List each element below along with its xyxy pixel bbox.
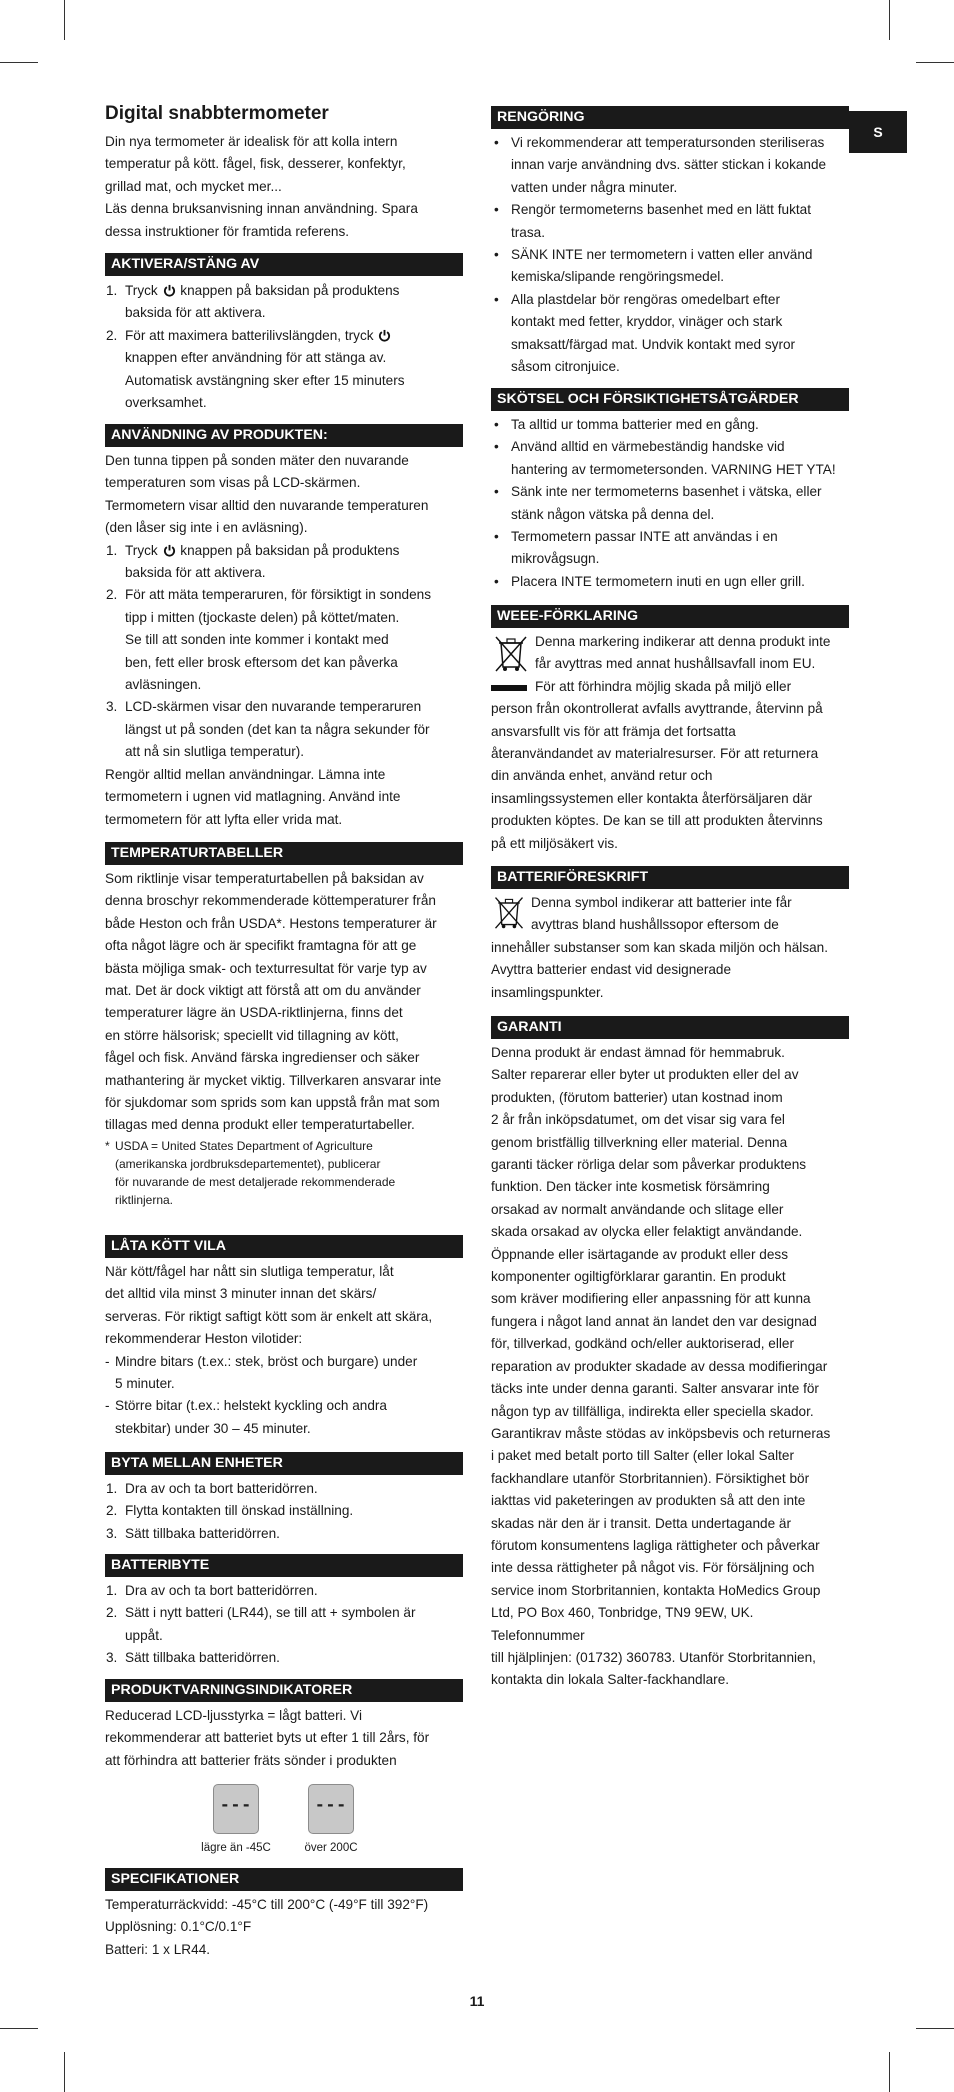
bullet: • <box>494 202 499 218</box>
list-text: knappen på baksidan på produktens <box>180 283 400 298</box>
lcd-display-low: --- <box>213 1784 259 1834</box>
body-line: återanvändandet av materialresurser. För att returnera <box>491 746 819 762</box>
list-item <box>105 1647 463 1669</box>
body-line: det alltid vila minst 3 minuter innan det skärs/ <box>105 1286 377 1302</box>
section-specifications <box>105 1868 463 1961</box>
list-text: såsom citronjuice. <box>511 359 620 375</box>
section-heading: SKÖTSEL OCH FÖRSIKTIGHETSÅTGÄRDER <box>491 388 849 411</box>
list-item <box>491 571 849 593</box>
list-text: Sätt tillbaka batteridörren. <box>125 1525 280 1541</box>
language-tab: S <box>849 111 907 153</box>
list-item <box>491 132 849 199</box>
section-heading: TEMPERATURTABELLER <box>105 842 463 865</box>
list-text: overksamhet. <box>125 395 207 411</box>
body-line: orsakad av normalt användande och slitage eller <box>491 1201 784 1217</box>
list-number: 3. <box>106 1525 118 1541</box>
section-battery-rules <box>491 866 849 1004</box>
list-text: Större bitar (t.ex.: helstekt kyckling och andra <box>115 1398 387 1414</box>
power-icon <box>163 544 176 557</box>
body-line: Termometern visar alltid den nuvarande temperaturen <box>105 497 429 513</box>
list-number: 1. <box>106 1481 118 1496</box>
list-text: SÄNK INTE ner termometern i vatten eller använd <box>511 247 813 263</box>
footnote-line: riktlinjerna. <box>115 1192 174 1207</box>
crop-mark <box>889 2052 890 2092</box>
body-line: en större hälsorisk; speciellt vid tillagning av kött, <box>105 1027 399 1043</box>
list-text: Sätt tillbaka batteridörren. <box>125 1650 280 1666</box>
section-heading: ANVÄNDNING AV PRODUKTEN: <box>105 424 463 447</box>
list-number: 1. <box>106 542 118 558</box>
list-text: ben, fett eller brosk eftersom det kan påverka <box>125 654 398 670</box>
body-line: inte dessa rättigheter på något vis. För försäljning och <box>491 1560 815 1576</box>
body-line: Denna produkt är endast ämnad för hemmabruk. <box>491 1045 785 1060</box>
body-line: som kräver modifiering eller anpassning för att kunna <box>491 1291 811 1307</box>
document-title-block <box>105 102 463 126</box>
body-line: att förhindra att batterier fräts sönder i produkten <box>105 1752 397 1768</box>
spec-line: Batteri: 1 x LR44. <box>105 1941 211 1957</box>
list-item <box>105 1351 463 1396</box>
section-heading: GARANTI <box>491 1016 849 1039</box>
list-item <box>105 1523 463 1545</box>
list-item <box>491 436 849 481</box>
body-line: denna broschyr rekommenderade köttemperaturer från <box>105 893 436 909</box>
bullet: • <box>494 484 499 500</box>
section-heading: SPECIFIKATIONER <box>105 1868 463 1891</box>
list-text: kemiska/slipande rengöringsmedel. <box>511 269 725 285</box>
list-text: Termometern passar INTE att användas i en <box>511 529 778 545</box>
body-line: fågel och fisk. Använd färska ingredienser och säker <box>105 1050 420 1066</box>
list-item <box>105 696 463 763</box>
list-text: hantering av termometersonden. VARNING HET YTA! <box>511 461 836 477</box>
section-heading: RENGÖRING <box>491 106 849 129</box>
list-text: Sätt i nytt batteri (LR44), se till att + symbolen är <box>125 1605 416 1621</box>
list-text: stekbitar) under 30 – 45 minuter. <box>115 1420 311 1436</box>
footnote-line: (amerikanska jordbruksdepartementet), publicerar <box>115 1156 381 1171</box>
body-line: termometern i ugnen vid matlagning. Använd inte <box>105 789 401 805</box>
footnote <box>105 1137 463 1209</box>
body-line: Reducerad LCD-ljusstyrka = lågt batteri. Vi <box>105 1708 363 1723</box>
body-line: rekommenderar att batteriet byts ut efter 1 till 2års, för <box>105 1730 430 1746</box>
section-switch-units <box>105 1452 463 1545</box>
list-text: Sänk inte ner termometerns basenhet i vätska, eller <box>511 484 822 500</box>
bullet: • <box>494 573 499 589</box>
body-line: När kött/fågel har nått sin slutliga temperatur, låt <box>105 1264 394 1279</box>
section-weee <box>491 605 849 855</box>
body-line: service inom Storbritannien, kontakta HoMedics Group <box>491 1582 821 1598</box>
list-item <box>105 325 463 415</box>
list-text: baksida för att aktivera. <box>125 305 266 321</box>
list-item <box>491 526 849 571</box>
section-rest-meat <box>105 1235 463 1440</box>
body-line: Avyttra batterier endast vid designerade <box>491 962 732 978</box>
body-line: skada orsakad av olycka eller felaktigt användande. <box>491 1224 803 1240</box>
body-line: mathantering är mycket viktig. Tillverkaren ansvarar inte <box>105 1072 442 1088</box>
intro-line: Din nya termometer är idealisk för att kolla intern <box>105 134 398 149</box>
body-line: både Heston och från USDA*. Hestons temperaturer är <box>105 915 437 931</box>
crop-mark <box>0 2028 38 2029</box>
crop-mark <box>916 2028 954 2029</box>
intro <box>105 131 463 243</box>
list-text: smaksatt/färgad mat. Undvik kontakt med syror <box>511 336 796 352</box>
section-heading: BATTERIBYTE <box>105 1554 463 1577</box>
list-item <box>105 1395 463 1440</box>
section-heading: PRODUKTVARNINGSINDIKATORER <box>105 1679 463 1702</box>
body-line: serveras. För riktigt saftigt kött som är enkelt att skära, <box>105 1308 433 1324</box>
body-line: bästa möjliga smak- och texturresultat för varje typ av <box>105 960 427 976</box>
list-item <box>491 199 849 244</box>
body-line: kontakta din lokala Salter-fackhandlare. <box>491 1672 730 1688</box>
intro-line: temperatur på kött. fågel, fisk, desserer, konfektyr, <box>105 156 406 172</box>
list-number: 3. <box>106 1650 118 1666</box>
body-line: reparation av produkter skadade av dessa modifieringar <box>491 1358 828 1374</box>
body-line: Som riktlinje visar temperaturtabellen på baksidan av <box>105 871 424 886</box>
list-text: Ta alltid ur tomma batterier med en gång. <box>511 417 759 432</box>
body-line: temperaturer lägre än USDA-riktlinjerna, finns det <box>105 1005 403 1021</box>
crop-mark <box>0 62 38 63</box>
power-icon <box>378 329 391 342</box>
power-icon <box>163 284 176 297</box>
footnote-line: för nuvarande de mest detaljerade rekommenderade <box>115 1174 396 1189</box>
list-text: trasa. <box>511 224 545 240</box>
body-line: Rengör alltid mellan användningar. Lämna inte <box>105 766 386 782</box>
section-warranty <box>491 1016 849 1692</box>
list-text: För att maximera batterilivslängden, tryck <box>125 327 374 343</box>
document-title: Digital snabbtermometer <box>105 103 329 124</box>
list-item <box>105 280 463 325</box>
body-line: Öppnande eller isärtagande av produkt eller dess <box>491 1246 788 1262</box>
crop-mark <box>64 0 65 40</box>
body-line: ofta något lägre och är specifikt framtagna för att ge <box>105 938 417 954</box>
list-text: Dra av och ta bort batteridörren. <box>125 1481 318 1496</box>
list-number: 1. <box>106 1583 118 1598</box>
bullet: • <box>494 291 499 307</box>
body-line: garanti täcker rörliga delar som påverkar produktens <box>491 1157 807 1173</box>
list-text: stänk någon vätska på denna del. <box>511 506 715 522</box>
body-line: rekommenderar Heston vilotider: <box>105 1331 303 1347</box>
list-text: Använd alltid en värmebeständig handske vid <box>511 439 785 455</box>
page-number: 11 <box>469 1993 485 2009</box>
spec-line: Upplösning: 0.1°C/0.1°F <box>105 1919 252 1935</box>
section-heading: WEEE-FÖRKLARING <box>491 605 849 628</box>
list-text: knappen på baksidan på produktens <box>180 542 400 558</box>
list-item <box>491 244 849 289</box>
list-item <box>105 1478 463 1500</box>
footnote-mark: * <box>105 1138 110 1153</box>
lcd-display-high: --- <box>308 1784 354 1834</box>
body-line: termometern för att lyfta eller vrida mat. <box>105 811 343 827</box>
lcd-label-high: över 200C <box>304 1842 358 1854</box>
section-battery-change <box>105 1554 463 1670</box>
crossed-bin-icon <box>491 631 531 693</box>
list-text: Placera INTE termometern inuti en ugn eller grill. <box>511 573 805 589</box>
body-line: funktion. Den täcker inte kosmetisk försämring <box>491 1179 770 1195</box>
body-line: komponenter ogiltigförklarar garantin. En produkt <box>491 1269 786 1285</box>
body-line: Ltd, PO Box 460, Tonbridge, TN9 9EW, UK. Telefonnummer <box>491 1605 754 1643</box>
body-line: person från okontrollerat avfalls avyttrande, återvinn på <box>491 701 823 717</box>
body-line: fackhandlare utanför Storbritannien). Försiktighet bör <box>491 1470 810 1486</box>
list-text: Tryck <box>125 283 158 298</box>
list-text: Alla plastdelar bör rengöras omedelbart efter <box>511 291 781 307</box>
bullet: • <box>494 247 499 263</box>
list-text: För att mäta temperaruren, för försiktigt in sondens <box>125 587 431 603</box>
body-line: fungera i något land annat än landet den var designad <box>491 1313 817 1329</box>
list-number: 2. <box>106 587 118 603</box>
section-temperature-tables <box>105 842 463 1209</box>
list-text: Vi rekommenderar att temperatursonden steriliseras <box>511 135 825 150</box>
crop-mark <box>889 0 890 40</box>
list-text: längst ut på sonden (det kan ta några sekunder för <box>125 721 430 737</box>
body-line: ansvarsfullt vis för att främja det fortsatta <box>491 723 736 739</box>
body-line: iakttas vid paketeringen av produkten så att den inte <box>491 1493 806 1509</box>
bullet: • <box>494 529 499 545</box>
list-number: 3. <box>106 699 118 715</box>
body-line: tillagas med denna produkt eller temperaturtabeller. <box>105 1117 415 1133</box>
list-dash: - <box>105 1398 110 1414</box>
body-line: skadas när den är i transit. Detta undertagande är <box>491 1515 791 1531</box>
spec-line: Temperaturräckvidd: -45°C till 200°C (-49°F till 392°F) <box>105 1897 429 1912</box>
list-text: Flytta kontakten till önskad inställning. <box>125 1503 354 1519</box>
list-number: 2. <box>106 1605 118 1621</box>
list-text: Se till att sonden inte kommer i kontakt med <box>125 632 389 648</box>
body-line: någon typ av tillfälliga, indirekta eller speciella skador. <box>491 1403 814 1419</box>
list-number: 2. <box>106 327 118 343</box>
body-line: täcks inte under denna garanti. Salter ansvarar inte för <box>491 1381 819 1397</box>
battery-rule-line: avyttras bland hushållssopor eftersom de <box>531 917 779 933</box>
list-text: tipp i mitten (tjockaste delen) på köttet/maten. <box>125 609 400 625</box>
list-text: Mindre bitars (t.ex.: stek, bröst och burgare) under <box>115 1353 418 1369</box>
list-item <box>491 289 849 379</box>
body-line: din använda enhet, använd retur och <box>491 768 713 784</box>
body-line: förutom konsumentens lagliga rättigheter och påverkar <box>491 1537 820 1553</box>
list-item <box>491 414 849 436</box>
list-text: Tryck <box>125 542 158 558</box>
list-text: LCD-skärmen visar den nuvarande temperaruren <box>125 699 422 715</box>
section-warning-indicators <box>105 1679 463 1854</box>
intro-line: grillad mat, och mycket mer... <box>105 178 282 194</box>
crop-mark <box>916 62 954 63</box>
body-line: insamlingssystemen eller kontakta återförsäljaren där <box>491 790 813 806</box>
body-line: Salter reparerar eller byter ut produkten eller del av <box>491 1067 799 1083</box>
body-line: (den låser sig inte i en avläsning). <box>105 520 308 536</box>
list-text: mikrovågsugn. <box>511 551 600 567</box>
list-text: vatten under några minuter. <box>511 179 678 195</box>
body-line: Den tunna tippen på sonden mäter den nuvarande <box>105 453 409 468</box>
battery-rule-line: Denna symbol indikerar att batterier inte får <box>531 895 792 910</box>
list-text: Dra av och ta bort batteridörren. <box>125 1583 318 1598</box>
body-line: temperaturen som visas på LCD-skärmen. <box>105 475 361 491</box>
list-text: att nå sin slutliga temperatur). <box>125 744 305 760</box>
section-usage <box>105 424 463 831</box>
list-number: 1. <box>106 283 118 298</box>
lcd-label-low: lägre än -45C <box>201 1842 271 1854</box>
crossed-bin-icon <box>491 892 527 932</box>
body-line: 2 år från inköpsdatumet, om det visar sig vara fel <box>491 1112 785 1128</box>
body-line: i paket med betalt porto till Salter (eller lokal Salter <box>491 1448 794 1464</box>
section-heading: LÅTA KÖTT VILA <box>105 1235 463 1258</box>
list-text: Automatisk avstängning sker efter 15 minuters <box>125 372 405 388</box>
weee-line: Denna markering indikerar att denna produkt inte <box>535 634 831 649</box>
section-heading: AKTIVERA/STÄNG AV <box>105 253 463 276</box>
body-line: på ett miljösäkert vis. <box>491 835 618 851</box>
list-text: innan varje användning dvs. sätter stickan i kokande <box>511 157 827 173</box>
section-care-precautions <box>491 388 849 593</box>
list-text: 5 minuter. <box>115 1376 175 1392</box>
body-line: produkten, (förutom batterier) utan kostnad inom <box>491 1089 783 1105</box>
section-activate <box>105 253 463 414</box>
bullet: • <box>494 417 499 432</box>
body-line: Garantikrav måste stödas av inköpsbevis och returneras <box>491 1425 831 1441</box>
section-heading: BATTERIFÖRESKRIFT <box>491 866 849 889</box>
crop-mark <box>64 2052 65 2092</box>
warranty-body <box>491 1042 849 1692</box>
list-text: kontakt med fetter, kryddor, vinäger och stark <box>511 314 783 330</box>
body-line: innehåller substanser som kan skada miljön och hälsan. <box>491 939 829 955</box>
section-cleaning <box>491 106 849 378</box>
body-line: för, tillverkad, godkänd och/eller auktoriserad, eller <box>491 1336 794 1352</box>
footnote-line: USDA = United States Department of Agriculture <box>115 1138 373 1153</box>
list-item <box>491 481 849 526</box>
bullet: • <box>494 135 499 150</box>
list-dash: - <box>105 1353 110 1369</box>
body-line: produkten köptes. De kan se till att produkten återvinns <box>491 813 823 829</box>
body-line: insamlingspunkter. <box>491 984 604 1000</box>
weee-line: För att förhindra möjlig skada på miljö eller <box>535 678 792 694</box>
list-item <box>105 1500 463 1522</box>
list-item <box>105 1602 463 1647</box>
list-text: uppåt. <box>125 1627 163 1643</box>
body-line: till hjälplinjen: (01732) 360783. Utanför Storbritannien, <box>491 1649 816 1665</box>
list-text: knappen efter användning för att stänga av. <box>125 350 387 366</box>
body-line: för sjukdomar som sprids som kan uppstå från mat som <box>105 1095 440 1111</box>
body-line: mat. Det är dock viktigt att förstå att om du använder <box>105 983 421 999</box>
intro-line: dessa instruktioner för framtida referens. <box>105 223 350 239</box>
list-number: 2. <box>106 1503 118 1519</box>
list-item <box>105 1580 463 1602</box>
list-text: Rengör termometerns basenhet med en lätt fuktat <box>511 202 811 218</box>
section-heading: BYTA MELLAN ENHETER <box>105 1452 463 1475</box>
list-item <box>105 584 463 696</box>
intro-line: Läs denna bruksanvisning innan användning. Spara <box>105 201 418 217</box>
body-line: genom bristfällig tillverkning eller material. Denna <box>491 1134 788 1150</box>
list-item <box>105 540 463 585</box>
bullet: • <box>494 439 499 455</box>
list-text: baksida för att aktivera. <box>125 565 266 581</box>
list-text: avläsningen. <box>125 677 202 693</box>
weee-line: får avyttras med annat hushållsavfall inom EU. <box>535 656 816 672</box>
